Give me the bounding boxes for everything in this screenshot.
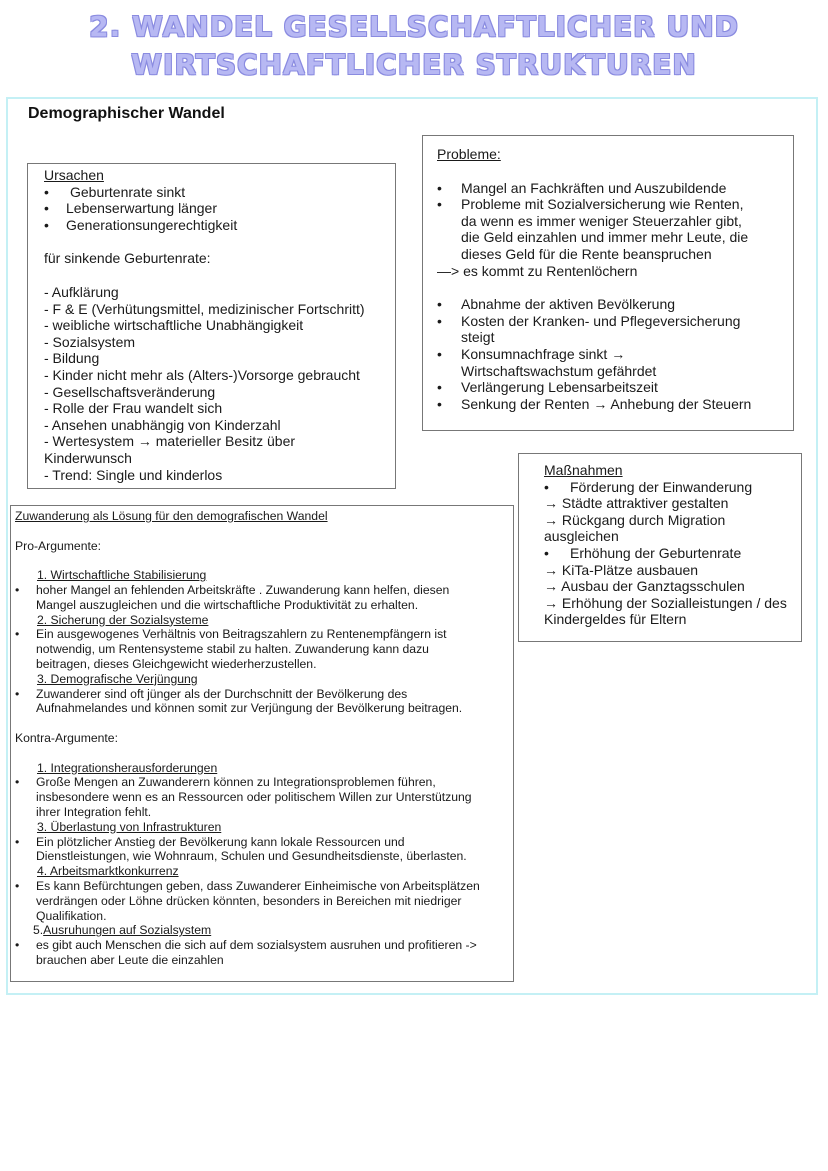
ursachen-bullet: • Geburtenrate sinkt <box>44 184 395 201</box>
contra-argument-text: • Es kann Befürchtungen geben, dass Zuwanderer Einheimische von Arbeitsplätzen verdrängen oder Löhne drücken könnten, besonders in Bereichen mit niedriger Qualifikation. <box>15 879 506 923</box>
massnahmen-item: → Rückgang durch Migration ausgleichen <box>544 511 726 545</box>
massnahmen-heading: Maßnahmen <box>544 462 623 478</box>
page-title-line-2: WIRTSCHAFTLICHER STRUKTUREN <box>131 48 697 81</box>
ursachen-item: - Ansehen unabhängig von Kinderzahl <box>44 416 281 433</box>
probleme-item: • Kosten der Kranken- und Pflegeversicherung steigt <box>437 313 751 346</box>
probleme-heading: Probleme: <box>437 146 501 162</box>
probleme-item: • Mangel an Fachkräften und Auszubildende <box>437 180 793 197</box>
pro-label: Pro-Argumente: <box>15 538 102 553</box>
contra-argument-title: 1. Integrationsherausforderungen <box>37 760 218 775</box>
page-title-line-1: 2. WANDEL GESELLSCHAFTLICHER UND <box>89 10 739 43</box>
ursachen-item: - Rolle der Frau wandelt sich <box>44 400 223 417</box>
probleme-item: • Senkung der Renten → Anhebung der Steuern <box>437 396 793 413</box>
pro-argument-title: 2. Sicherung der Sozialsysteme <box>37 612 209 627</box>
contra-label: Kontra-Argumente: <box>15 730 118 745</box>
ursachen-item: - Kinder nicht mehr als (Alters-)Vorsorge gebraucht <box>44 366 360 383</box>
ursachen-item: - Trend: Single und kinderlos <box>44 466 223 483</box>
probleme-item: • Probleme mit Sozialversicherung wie Renten, da wenn es immer weniger Steuerzahler gibt, die Geld einzahlen und immer mehr Leute, die dieses Geld für die Rente beanspruchen <box>437 196 761 262</box>
pro-argument-text: • hoher Mangel an fehlenden Arbeitskräfte . Zuwanderung kann helfen, diesen Mangel auszugleichen und die wirtschaftliche Produktivität zu erhalten. <box>15 583 476 613</box>
ursachen-bullet: • Lebenserwartung länger <box>44 200 395 217</box>
pro-argument-text: • Ein ausgewogenes Verhältnis von Beitragszahlern zu Rentenempfängern ist notwendig, um Rentensysteme stabil zu halten. Zuwanderung kann dazu beitragen, dieses Gleichgewicht wiederherzustellen. <box>15 627 476 671</box>
contra-argument-title: 5.Ausruhungen auf Sozialsystem <box>33 923 212 938</box>
ursachen-item: - F & E (Verhütungsmittel, medizinischer Fortschritt) <box>44 300 365 317</box>
contra-argument-text: • es gibt auch Menschen die sich auf dem sozialsystem ausruhen und profitieren -> brauchen aber Leute die einzahlen <box>15 938 506 968</box>
zuwanderung-heading: Zuwanderung als Lösung für den demografischen Wandel <box>15 509 328 523</box>
massnahmen-item: → KiTa-Plätze ausbauen <box>544 561 699 578</box>
probleme-box <box>422 135 794 431</box>
ursachen-box <box>27 163 396 489</box>
massnahmen-box <box>518 453 802 642</box>
contra-argument-title: 4. Arbeitsmarktkonkurrenz <box>37 864 179 879</box>
massnahmen-item: → Städte attraktiver gestalten <box>544 495 729 512</box>
probleme-arrow-line: —> es kommt zu Rentenlöchern <box>437 262 638 279</box>
ursachen-item: - Wertesystem → materieller Besitz über Kinderwunsch <box>44 433 296 466</box>
massnahmen-point: • Förderung der Einwanderung <box>544 479 801 496</box>
probleme-item: • Verlängerung Lebensarbeitszeit <box>437 379 793 396</box>
ursachen-item: - Gesellschaftsveränderung <box>44 383 216 400</box>
massnahmen-item: → Ausbau der Ganztagsschulen <box>544 578 745 595</box>
ursachen-item: - Sozialsystem <box>44 333 136 350</box>
pro-argument-text: • Zuwanderer sind oft jünger als der Durchschnitt der Bevölkerung des Aufnahmelandes und können somit zur Verjüngung der Bevölkerung beitragen. <box>15 687 491 717</box>
probleme-item: • Konsumnachfrage sinkt → Wirtschaftswachstum gefährdet <box>437 346 661 379</box>
ursachen-item: - Bildung <box>44 350 100 367</box>
probleme-item: • Abnahme der aktiven Bevölkerung <box>437 296 793 313</box>
pro-argument-title: 1. Wirtschaftliche Stabilisierung <box>37 568 207 583</box>
ursachen-item: - weibliche wirtschaftliche Unabhängigkeit <box>44 317 304 334</box>
massnahmen-point: • Erhöhung der Geburtenrate <box>544 545 801 562</box>
contra-argument-text: • Ein plötzlicher Anstieg der Bevölkerung kann lokale Ressourcen und Dienstleistungen, wie Wohnraum, Schulen und Gesundheitsdienste, überlasten. <box>15 835 486 865</box>
ursachen-item: - Aufklärung <box>44 283 119 300</box>
pro-argument-title: 3. Demografische Verjüngung <box>37 671 198 686</box>
ursachen-heading: Ursachen <box>44 167 104 183</box>
contra-argument-title: 3. Überlastung von Infrastrukturen <box>37 819 222 834</box>
zuwanderung-box <box>10 505 514 982</box>
contra-argument-text: • Große Mengen an Zuwanderern können zu Integrationsproblemen führen, insbesondere wenn es an Ressourcen oder politischem Willen zur Unterstützung ihrer Integration fehlt. <box>15 775 496 819</box>
ursachen-bullet: • Generationsungerechtigkeit <box>44 217 395 234</box>
section-title: Demographischer Wandel <box>28 105 225 122</box>
ursachen-subheading: für sinkende Geburtenrate: <box>44 250 211 267</box>
massnahmen-item: → Erhöhung der Sozialleistungen / des Kindergeldes für Eltern <box>544 594 787 628</box>
